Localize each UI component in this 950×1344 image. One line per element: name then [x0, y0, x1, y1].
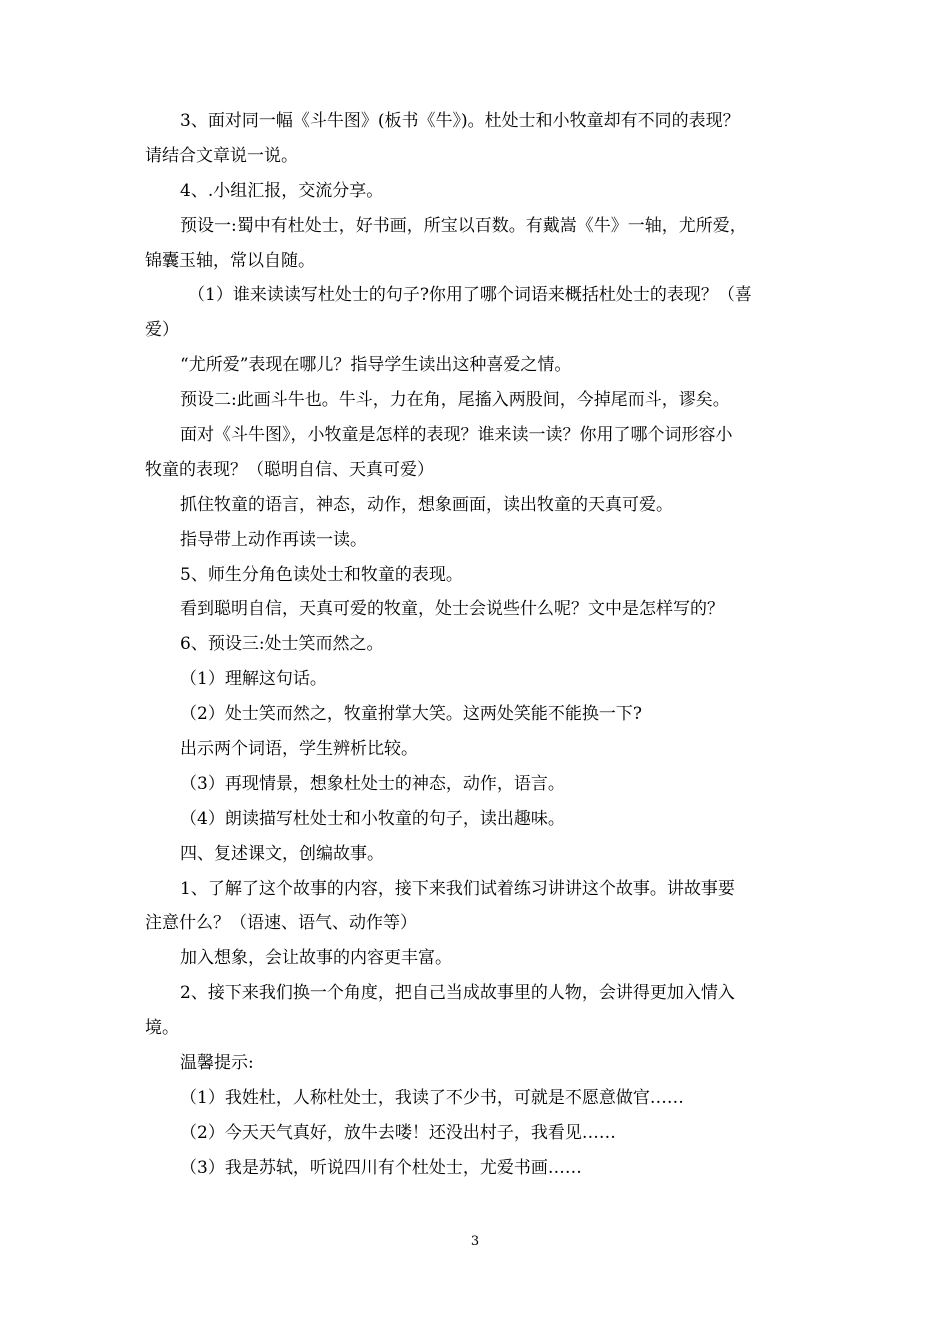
text-line: “尤所爱”表现在哪儿？指导学生读出这种喜爱之情。	[180, 355, 572, 376]
text-line: （2）今天天气真好，放牛去喽！还没出村子，我看见……	[180, 1122, 616, 1143]
text-line: 请结合文章说一说。	[145, 145, 298, 166]
body-text	[145, 104, 810, 1186]
text-line: （3）我是苏轼，听说四川有个杜处士，尤爱书画……	[180, 1157, 582, 1178]
page-number: 3	[470, 1234, 480, 1249]
text-line: 4、.小组汇报，交流分享。	[180, 180, 384, 201]
text-line: 境。	[145, 1018, 179, 1039]
text-line: 加入想象，会让故事的内容更丰富。	[180, 948, 452, 969]
text-line: （1）谁来读读写杜处士的句子?你用了哪个词语来概括杜处士的表现？（喜	[188, 285, 752, 306]
text-line: 出示两个词语，学生辨析比较。	[180, 739, 418, 760]
text-line: 四、复述课文，创编故事。	[180, 843, 384, 864]
text-line: 预设一:蜀中有杜处士，好书画，所宝以百数。有戴嵩《牛》一轴，尤所爱，	[180, 215, 747, 236]
text-line: 6、预设三:处士笑而然之。	[180, 634, 384, 655]
text-line: 面对《斗牛图》，小牧童是怎样的表现？谁来读一读？你用了哪个词形容小	[180, 425, 733, 446]
text-line: 抓住牧童的语言，神态，动作，想象画面，读出牧童的天真可爱。	[180, 494, 673, 515]
text-line: （1）理解这句话。	[180, 669, 327, 690]
text-line: 3、面对同一幅《斗牛图》(板书《牛》)。杜处士和小牧童却有不同的表现？	[180, 111, 740, 131]
text-line: 锦囊玉轴，常以自随。	[145, 250, 315, 271]
text-line: 温馨提示:	[180, 1053, 254, 1074]
text-line: 5、师生分角色读处士和牧童的表现。	[180, 564, 463, 585]
text-line: （3）再现情景，想象杜处士的神态，动作，语言。	[180, 773, 565, 794]
text-line: （4）朗读描写杜处士和小牧童的句子，读出趣味。	[180, 808, 565, 829]
text-line: 注意什么？（语速、语气、动作等）	[145, 913, 417, 934]
text-line: 牧童的表现？（聪明自信、天真可爱）	[145, 459, 434, 480]
text-line: 指导带上动作再读一读。	[180, 529, 367, 550]
text-line: 爱）	[145, 320, 179, 341]
text-line: （1）我姓杜，人称杜处士，我读了不少书，可就是不愿意做官……	[180, 1087, 684, 1108]
text-line: 看到聪明自信，天真可爱的牧童，处士会说些什么呢？文中是怎样写的？	[180, 599, 724, 620]
text-line: 1、了解了这个故事的内容，接下来我们试着练习讲讲这个故事。讲故事要	[180, 878, 735, 899]
text-line: （2）处士笑而然之，牧童拊掌大笑。这两处笑能不能换一下?	[180, 704, 642, 725]
text-line: 预设二:此画斗牛也。牛斗，力在角，尾搐入两股间，今掉尾而斗，谬矣。	[180, 390, 730, 411]
text-line: 2、接下来我们换一个角度，把自己当成故事里的人物，会讲得更加入情入	[180, 983, 735, 1004]
